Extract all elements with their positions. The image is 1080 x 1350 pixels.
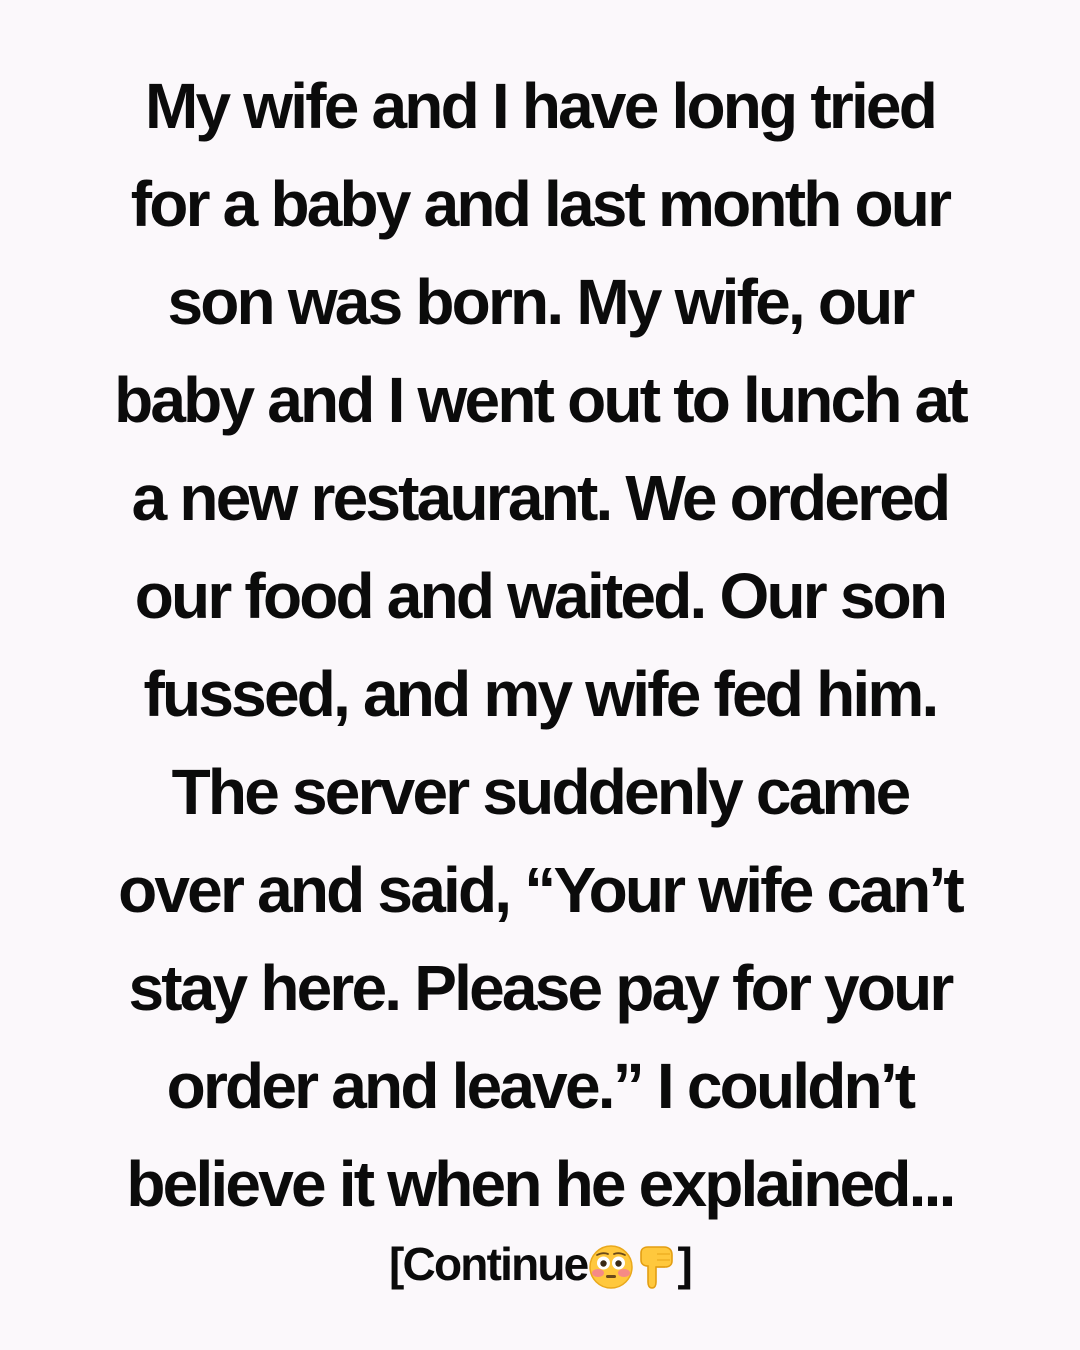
post-text-line: order and leave.” I couldn’t (166, 1050, 914, 1122)
post-text-line: our food and waited. Our son (134, 560, 946, 632)
post-text-line: stay here. Please pay for your (128, 952, 952, 1024)
post-text-line: believe it when he explained... (126, 1148, 954, 1220)
post-text-line: baby and I went out to lunch at (114, 364, 966, 436)
post-text-line: My wife and I have long tried (144, 70, 936, 142)
flushed-face-icon (588, 1244, 634, 1304)
continue-label: Continue (402, 1238, 588, 1290)
post-text-line: fussed, and my wife fed him. (143, 658, 937, 730)
post-text-line: for a baby and last month our (130, 168, 950, 240)
post-text-line: over and said, “Your wife can’t (118, 854, 962, 926)
pointing-down-icon (636, 1244, 676, 1304)
post-text-line: The server suddenly came (171, 756, 909, 828)
post-text (40, 57, 1040, 1233)
close-bracket: ] (677, 1238, 691, 1290)
continue-link[interactable] (0, 1234, 1080, 1304)
open-bracket: [ (389, 1238, 403, 1290)
post-text-line: a new restaurant. We ordered (131, 462, 949, 534)
post-text-line: son was born. My wife, our (167, 266, 913, 338)
